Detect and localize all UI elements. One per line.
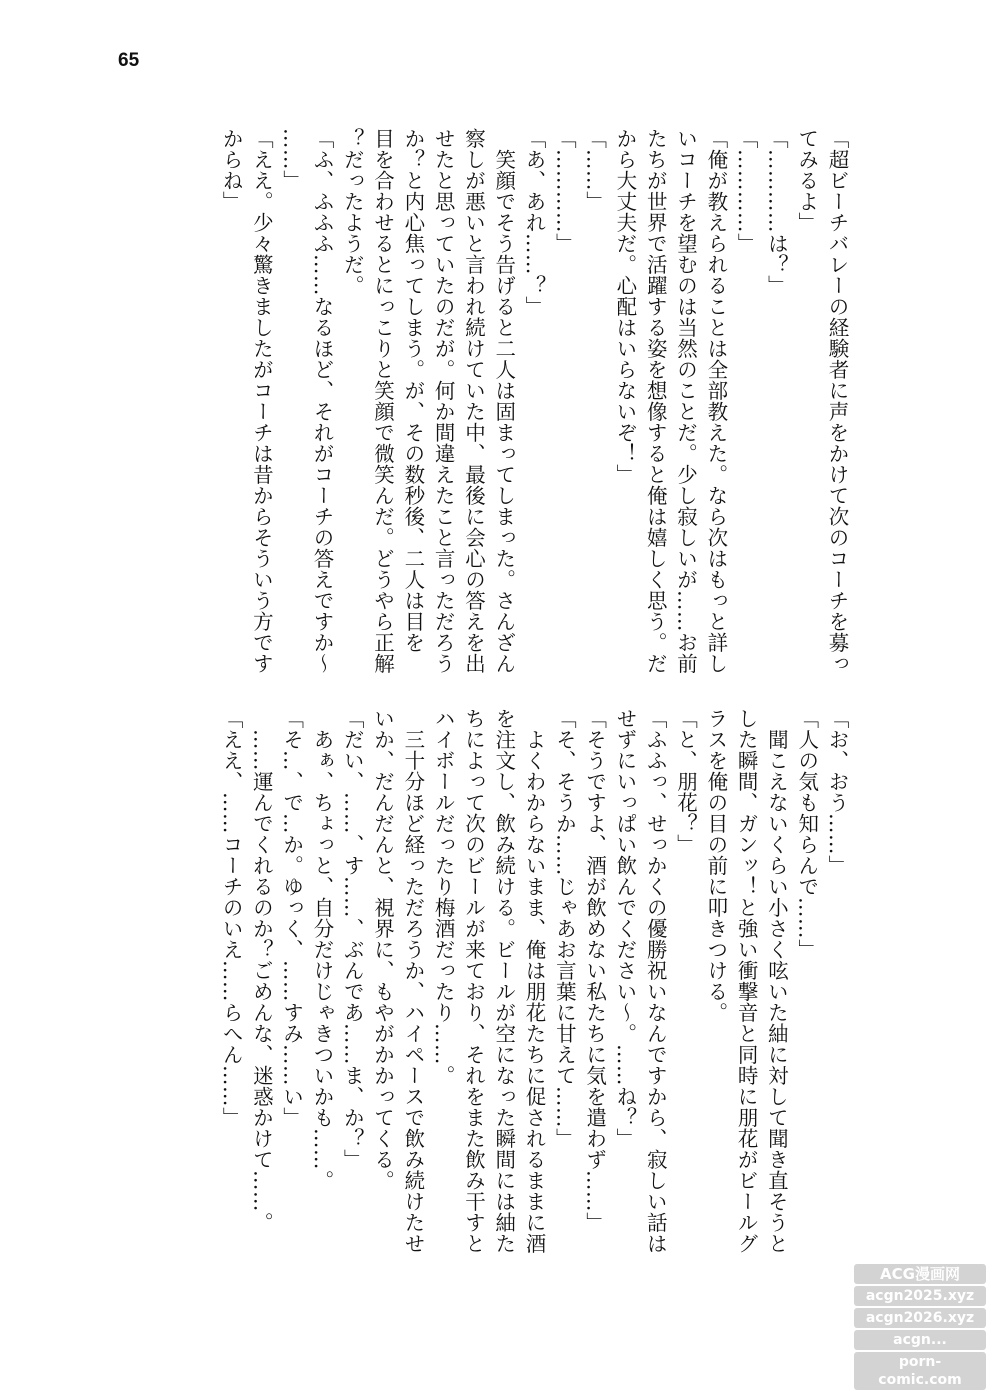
text-line: よくわからないまま、俺は朋花たちに促されるままに酒 [522, 708, 547, 1254]
text-line: せずにいっぱい飲んでください～。……ね？」 [612, 708, 637, 1149]
text-line: 三十分ほど経っただろうか、ハイペースで飲み続けたせ [400, 708, 425, 1254]
text-line: 「…………」 [734, 128, 759, 254]
text-line: 「と、朋花？」 [673, 708, 698, 855]
text-line: 「だい、……、す……、ぶんであ……ま、か？」 [340, 708, 365, 1170]
text-line: 「そ…、で…か。ゆっく、……すみ……い」 [279, 708, 304, 1128]
text-line: いコーチを望むのは当然のことだ。少し寂しいが……お前 [673, 128, 698, 674]
text-line: ……」 [279, 128, 304, 191]
text-line: てみるよ」 [794, 128, 819, 233]
text-line: からね」 [219, 128, 244, 212]
text-line: ハイボールだったり梅酒だったり……。 [431, 708, 456, 1086]
text-line: 「そ、そうか……じゃあお言葉に甘えて……」 [552, 708, 577, 1149]
text-line: 目を合わせるとにっこりと笑顔で微笑んだ。どうやら正解 [370, 128, 395, 674]
text-line: いか、だんだんと、視界に、もやがかかってくる。 [370, 708, 395, 1191]
text-line: 「ええ、……コーチのいえ……らへん……」 [219, 708, 244, 1128]
text-line: 笑顔でそう告げると二人は固まってしまった。さんざん [491, 128, 516, 674]
text-line: 「あ、あれ……？」 [522, 128, 547, 317]
text-line: 「人の気も知らんで……」 [794, 708, 819, 960]
text-line: 「ええ。少々驚きましたがコーチは昔からそういう方です [249, 128, 274, 674]
text-block-bottom [216, 708, 852, 1268]
text-line: 「…………」 [552, 128, 577, 254]
text-line: か？と内心焦ってしまう。が、その数秒後、二人は目を [400, 128, 425, 653]
text-line: 「俺が教えられることは全部教えた。なら次はもっと詳し [703, 128, 728, 674]
text-line: 察しが悪いと言われ続けていた中、最後に会心の答えを出 [461, 128, 486, 674]
text-block-top [216, 128, 852, 688]
text-line: ラスを俺の目の前に叩きつける。 [703, 708, 728, 1023]
text-line: 「そうですよ、酒が飲めない私たちに気を遣わず……」 [582, 708, 607, 1233]
watermark-line: acgn... [854, 1330, 986, 1350]
watermark-line: acgn2026.xyz [854, 1308, 986, 1328]
text-line: 聞こえないくらい小さく呟いた紬に対して聞き直そうと [764, 708, 789, 1254]
text-line: 「…………は？」 [764, 128, 789, 296]
text-line: あぁ、ちょっと、自分だけじゃきついかも……。 [309, 708, 334, 1191]
text-line: 「……」 [582, 128, 607, 212]
text-line: ちによって次のビールが来ており、それをまた飲み干すと [461, 708, 486, 1254]
text-line: した瞬間、ガンッ！と強い衝撃音と同時に朋花がビールグ [734, 708, 759, 1254]
text-line: を注文し、飲み続ける。ビールが空になった瞬間には紬た [491, 708, 516, 1254]
page-number: 65 [118, 50, 140, 71]
text-line: 「お、おう……」 [825, 708, 849, 876]
watermark [854, 1262, 986, 1390]
text-line: 「ふふっ、せっかくの優勝祝いなんですから、寂しい話は [643, 708, 668, 1254]
text-line: 「超ビーチバレーの経験者に声をかけて次のコーチを募っ [825, 128, 849, 674]
text-line: ……運んでくれるのか？ごめんな、迷惑かけて……。 [249, 708, 274, 1233]
watermark-line: porn-comic.com [854, 1352, 986, 1390]
text-line: から大丈夫だ。心配はいらないぞ！」 [612, 128, 637, 485]
watermark-title: ACG漫画网 [854, 1264, 986, 1284]
text-line: せたと思っていたのだが。何か間違えたこと言っただろう [431, 128, 456, 674]
watermark-line: acgn2025.xyz [854, 1286, 986, 1306]
text-line: ？だったようだ。 [340, 128, 365, 296]
text-line: 「ふ、ふふふ……なるほど、それがコーチの答えですか～ [309, 128, 334, 674]
text-line: たちが世界で活躍する姿を想像すると俺は嬉しく思う。だ [643, 128, 668, 674]
